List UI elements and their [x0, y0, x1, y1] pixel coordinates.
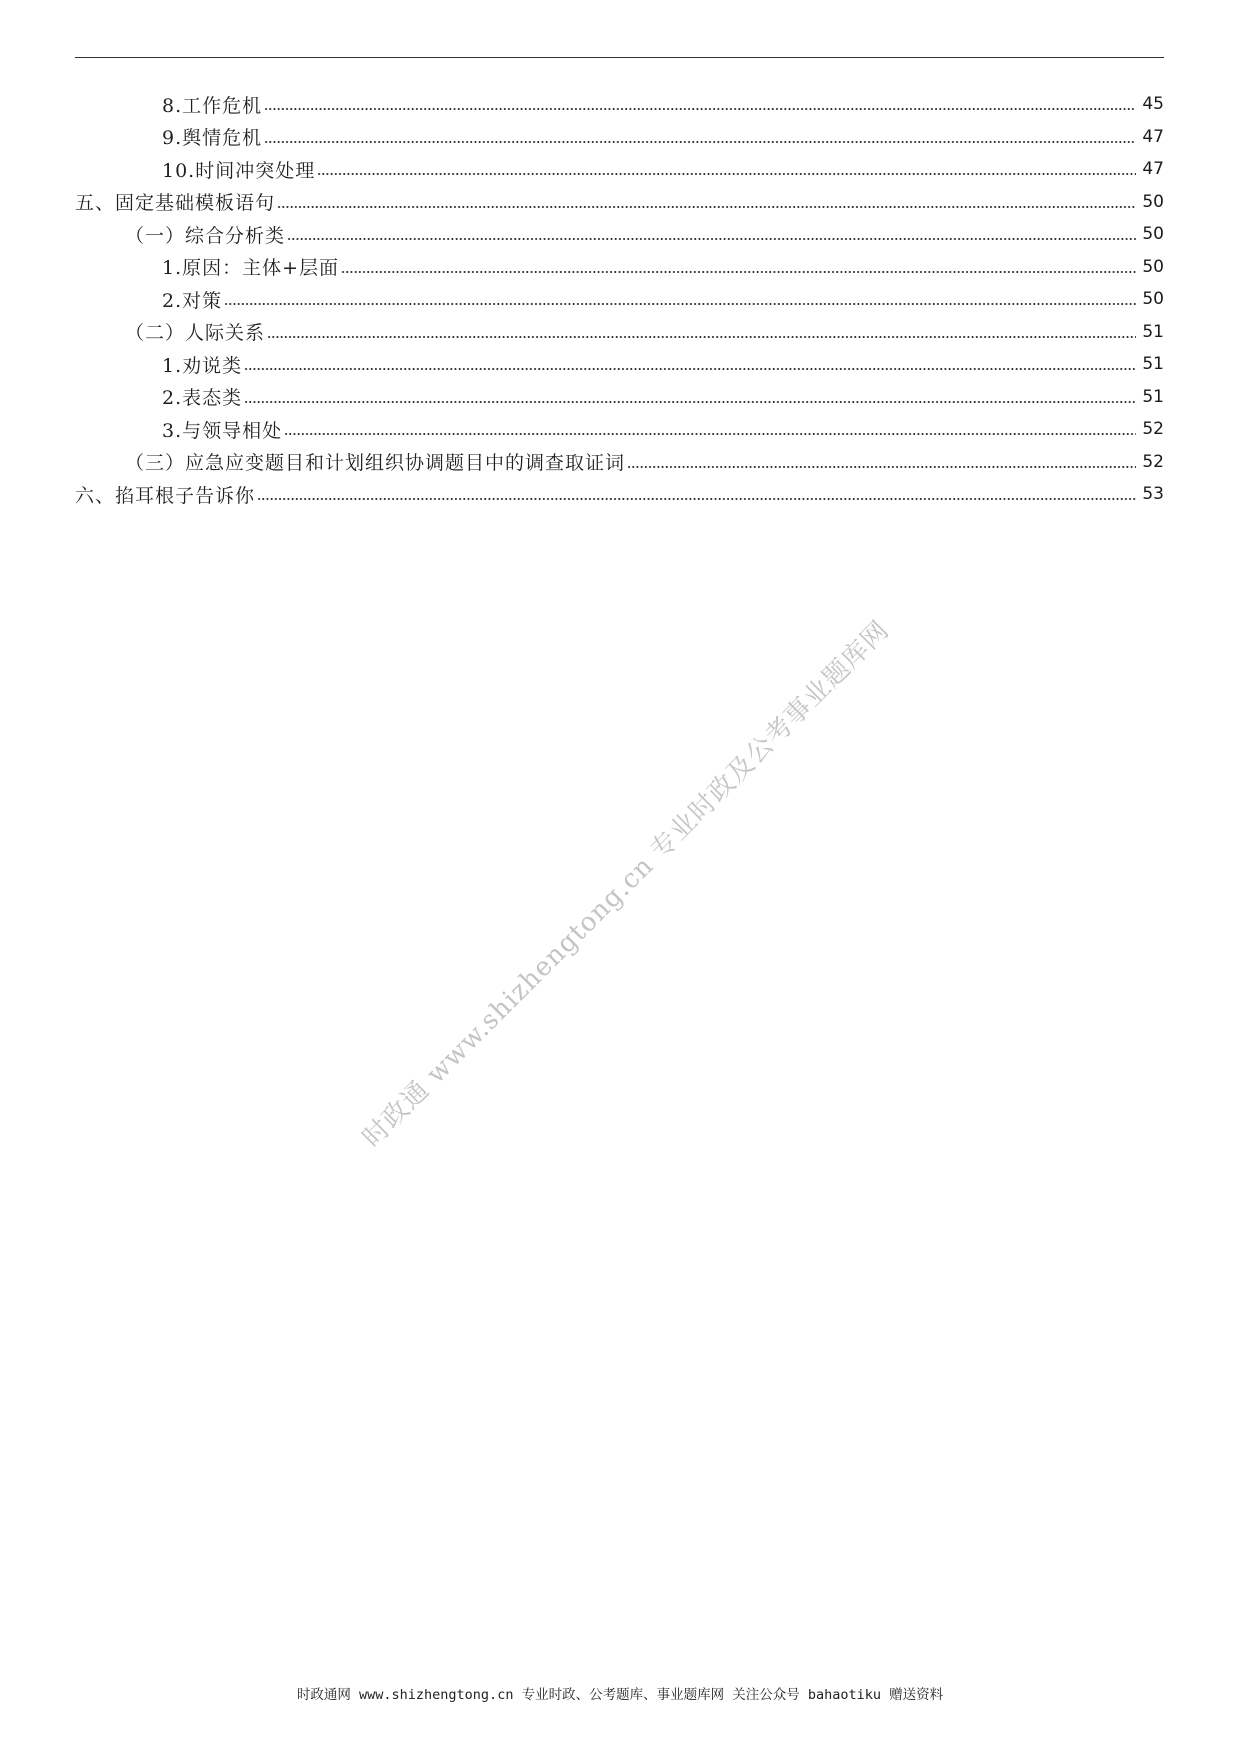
toc-entry-label: （三）应急应变题目和计划组织协调题目中的调查取证词 — [125, 452, 626, 475]
toc-entry-label: 1.原因：主体+层面 — [162, 257, 340, 280]
toc-entry-label: 2.表态类 — [162, 387, 243, 410]
toc-entry-page: 51 — [1142, 354, 1164, 375]
toc-entry[interactable] — [75, 251, 1164, 284]
toc-entry-label: 8.工作危机 — [162, 94, 263, 117]
toc-entry-label: （一）综合分析类 — [125, 224, 286, 247]
toc-entry-page: 50 — [1142, 256, 1164, 277]
toc-entry-page: 53 — [1142, 484, 1164, 505]
toc-entry-label: 1.劝说类 — [162, 354, 243, 377]
toc-entry-label: 五、固定基础模板语句 — [75, 192, 276, 215]
page-footer: 时政通网 www.shizhengtong.cn 专业时政、公考题库、事业题库网 关注公众号 bahaotiku 赠送资料 — [296, 1687, 944, 1703]
dot-leader — [284, 433, 1136, 435]
dot-leader — [244, 401, 1136, 403]
dot-leader — [287, 238, 1136, 240]
toc-entry[interactable] — [75, 186, 1164, 219]
toc-entry[interactable] — [75, 88, 1164, 121]
toc-entry-page: 51 — [1142, 386, 1164, 407]
toc-entry[interactable] — [75, 121, 1164, 154]
toc-entry-page: 50 — [1142, 191, 1164, 212]
toc-entry[interactable] — [75, 316, 1164, 349]
toc-entry-page: 47 — [1142, 126, 1164, 147]
dot-leader — [257, 498, 1136, 500]
toc-entry[interactable] — [75, 413, 1164, 446]
toc-entry-page: 52 — [1142, 419, 1164, 440]
dot-leader — [627, 466, 1136, 468]
toc-entry[interactable] — [75, 283, 1164, 316]
dot-leader — [341, 271, 1136, 273]
toc-entry-page: 52 — [1142, 451, 1164, 472]
dot-leader — [244, 368, 1136, 370]
toc-entry-page: 47 — [1142, 159, 1164, 180]
toc-entry-page: 50 — [1142, 224, 1164, 245]
toc-entry-label: 10.时间冲突处理 — [162, 159, 316, 182]
toc-entry-page: 45 — [1142, 94, 1164, 115]
watermark: 时政通 www.shizhengtong.cn 专业时政及公考事业题库网 — [357, 615, 896, 1154]
toc-entry-label: 六、掐耳根子告诉你 — [75, 484, 256, 507]
toc-entry[interactable] — [75, 218, 1164, 251]
dot-leader — [277, 206, 1136, 208]
toc-entry[interactable] — [75, 348, 1164, 381]
toc-entry[interactable] — [75, 446, 1164, 479]
toc-entry[interactable] — [75, 381, 1164, 414]
toc-entry[interactable] — [75, 478, 1164, 511]
dot-leader — [264, 108, 1136, 110]
dot-leader — [317, 173, 1136, 175]
toc-entry-label: （二）人际关系 — [125, 322, 266, 345]
header-rule — [75, 57, 1164, 58]
toc-entry-label: 2.对策 — [162, 289, 223, 312]
toc-entry[interactable] — [75, 153, 1164, 186]
table-of-contents — [75, 88, 1164, 511]
dot-leader — [267, 336, 1136, 338]
toc-entry-label: 3.与领导相处 — [162, 419, 283, 442]
toc-entry-label: 9.舆情危机 — [162, 127, 263, 150]
dot-leader — [264, 141, 1136, 143]
dot-leader — [224, 303, 1136, 305]
toc-entry-page: 51 — [1142, 321, 1164, 342]
toc-entry-page: 50 — [1142, 289, 1164, 310]
